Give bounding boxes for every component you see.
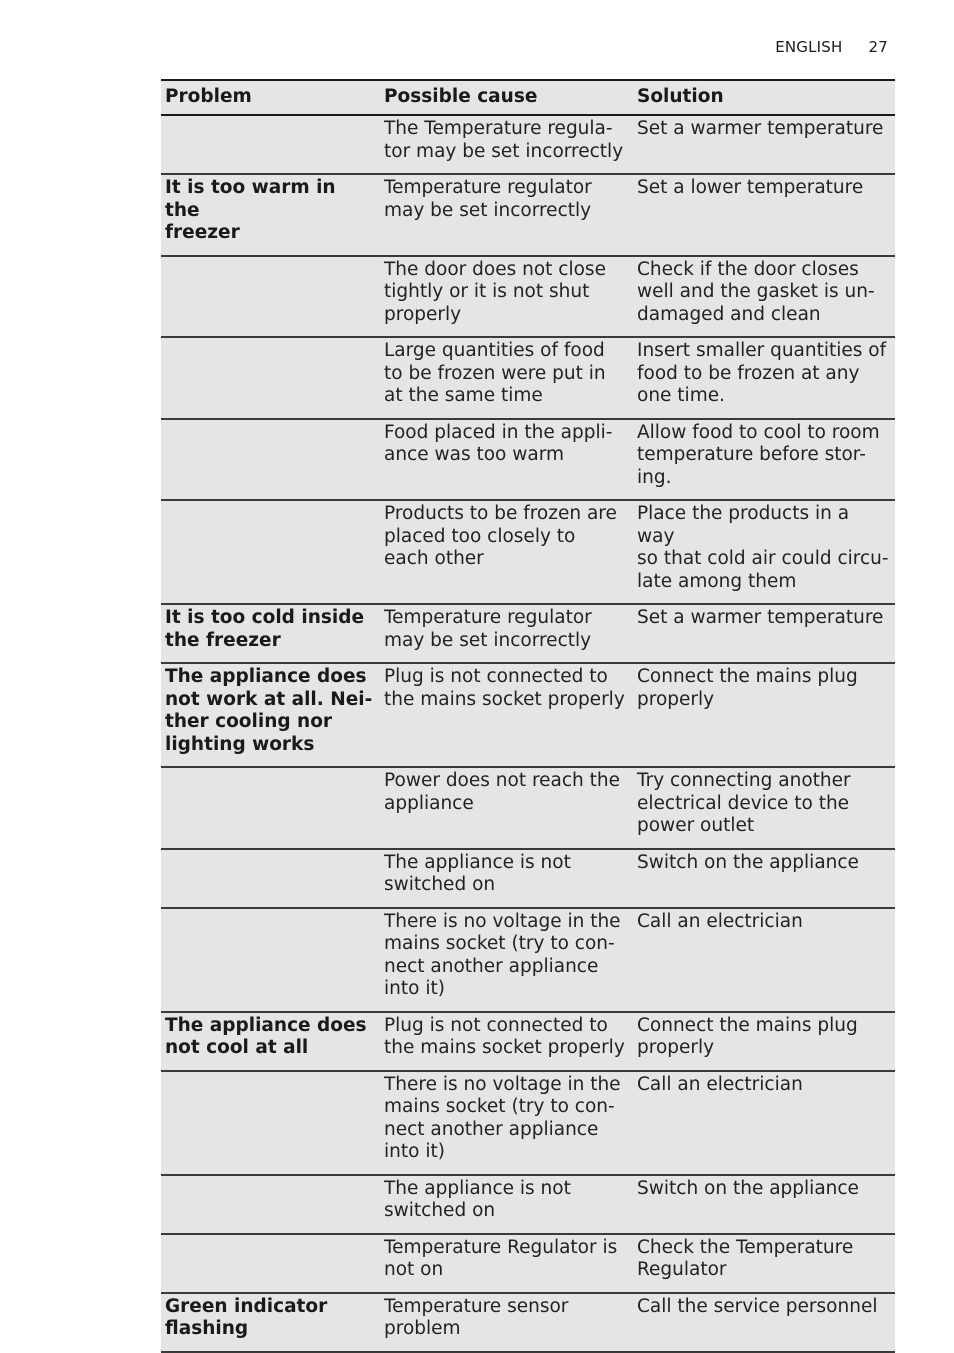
page-number: 27 <box>868 38 888 56</box>
table-row <box>161 908 895 1012</box>
table-header-row <box>161 80 895 115</box>
column-header-solution: Solution <box>637 85 724 107</box>
column-header-problem: Problem <box>165 85 252 107</box>
cause-cell: There is no voltage in the mains socket (try to con- nect another appliance into it) <box>384 1073 621 1162</box>
problem-cell: It is too cold inside the freezer <box>165 607 365 651</box>
problem-cell: Green indicator flashing <box>165 1295 328 1339</box>
cause-cell: The appliance is not switched on <box>384 1177 571 1221</box>
column-header-possible-cause: Possible cause <box>384 85 538 107</box>
table-row <box>161 1234 895 1293</box>
problem-cell <box>161 849 380 908</box>
table-row <box>161 500 895 604</box>
table-row <box>161 337 895 419</box>
cause-cell: Temperature regulator may be set incorrectly <box>384 607 592 651</box>
cause-cell: There is no voltage in the mains socket (try to con- nect another appliance into it) <box>384 910 621 999</box>
solution-cell: Set a warmer temperature <box>637 607 884 628</box>
cause-cell: Products to be frozen are placed too closely to each other <box>384 503 617 569</box>
problem-cell <box>161 908 380 1012</box>
solution-cell: Insert smaller quantities of food to be frozen at any one time. <box>637 340 887 406</box>
cause-cell: Plug is not connected to the mains socket properly <box>384 1014 625 1058</box>
solution-cell: Switch on the appliance <box>637 1177 859 1199</box>
cause-cell: Food placed in the appli- ance was too warm <box>384 421 613 465</box>
problem-cell <box>161 767 380 849</box>
table-row <box>161 174 895 256</box>
table-row <box>161 663 895 767</box>
problem-cell <box>161 1071 380 1175</box>
solution-cell: Set a lower temperature <box>637 177 864 198</box>
table-row <box>161 604 895 663</box>
troubleshooting-table <box>161 79 895 1353</box>
cause-cell: The door does not close tightly or it is not shut properly <box>384 258 606 325</box>
table-row <box>161 115 895 174</box>
problem-cell <box>161 500 380 604</box>
table-row <box>161 419 895 501</box>
solution-cell: Switch on the appliance <box>637 851 859 873</box>
cause-cell: Temperature regulator may be set incorrectly <box>384 177 592 221</box>
solution-cell: Call an electrician <box>637 910 803 932</box>
cause-cell: Large quantities of food to be frozen were put in at the same time <box>384 340 606 406</box>
cause-cell: Temperature Regulator is not on <box>384 1236 618 1280</box>
problem-cell <box>161 419 380 501</box>
language-label: ENGLISH <box>775 38 843 56</box>
problem-cell <box>161 1234 380 1293</box>
table-row <box>161 256 895 338</box>
problem-cell <box>161 256 380 338</box>
solution-cell: Connect the mains plug properly <box>637 666 858 710</box>
problem-cell: The appliance does not cool at all <box>165 1014 367 1058</box>
solution-cell: Check the Temperature Regulator <box>637 1236 854 1280</box>
table-row <box>161 1071 895 1175</box>
solution-cell: Call an electrician <box>637 1073 803 1095</box>
solution-cell: Allow food to cool to room temperature before stor- ing. <box>637 421 880 488</box>
problem-cell: It is too warm in the freezer <box>165 177 336 243</box>
problem-cell: The appliance does not work at all. Nei- ther cooling nor lighting works <box>165 666 373 755</box>
solution-cell: Call the service personnel <box>637 1295 878 1317</box>
table-body <box>161 115 895 1352</box>
solution-cell: Check if the door closes well and the gasket is un- damaged and clean <box>637 258 875 325</box>
cause-cell: Power does not reach the appliance <box>384 770 621 814</box>
table-row <box>161 1175 895 1234</box>
solution-cell: Try connecting another electrical device to the power outlet <box>637 770 851 836</box>
cause-cell: Temperature sensor problem <box>384 1295 569 1339</box>
cause-cell: The appliance is not switched on <box>384 851 571 895</box>
table-row <box>161 767 895 849</box>
cause-cell: Plug is not connected to the mains socket properly <box>384 666 625 710</box>
solution-cell: Connect the mains plug properly <box>637 1014 858 1058</box>
solution-cell: Set a warmer temperature <box>637 118 884 139</box>
solution-cell: Place the products in a way so that cold air could circu- late among them <box>637 503 889 592</box>
problem-cell <box>161 1175 380 1234</box>
table-row <box>161 849 895 908</box>
page-header <box>775 38 888 56</box>
table-row <box>161 1293 895 1352</box>
table-row <box>161 1012 895 1071</box>
cause-cell: The Temperature regula- tor may be set incorrectly <box>384 118 624 162</box>
problem-cell <box>161 115 380 174</box>
problem-cell <box>161 337 380 419</box>
